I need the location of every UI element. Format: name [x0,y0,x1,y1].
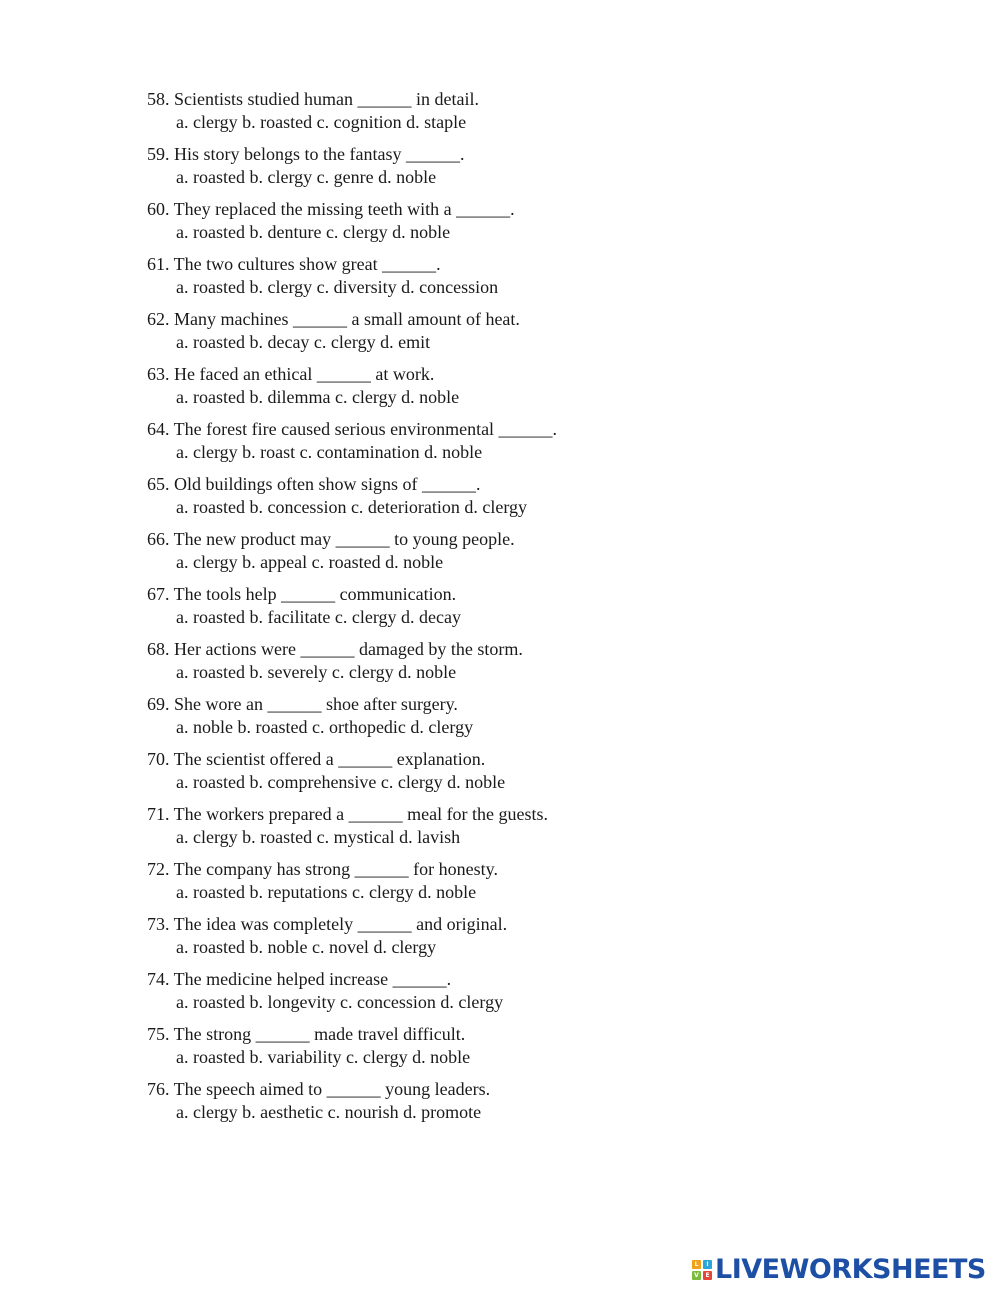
answer-options: a. roasted b. noble c. novel d. clergy [176,937,437,957]
answer-options: a. roasted b. variability c. clergy d. noble [176,1047,471,1067]
question-stem: 67. The tools help ______ communication. [147,584,457,604]
liveworksheets-logo[interactable] [692,1255,986,1285]
question-stem: 70. The scientist offered a ______ explanation. [147,749,486,769]
question-70 [147,748,947,803]
answer-options: a. roasted b. comprehensive c. clergy d. noble [176,772,506,792]
question-75 [147,1023,947,1078]
question-61 [147,253,947,308]
answer-options: a. roasted b. facilitate c. clergy d. decay [176,607,462,627]
question-stem: 64. The forest fire caused serious environmental ______. [147,419,558,439]
answer-options: a. roasted b. severely c. clergy d. noble [176,662,457,682]
question-63 [147,363,947,418]
question-stem: 68. Her actions were ______ damaged by the storm. [147,639,523,659]
question-64 [147,418,947,473]
answer-options: a. roasted b. clergy c. genre d. noble [176,167,437,187]
question-stem: 71. The workers prepared a ______ meal for the guests. [147,804,549,824]
question-stem: 61. The two cultures show great ______. [147,254,441,274]
answer-options: a. roasted b. denture c. clergy d. noble [176,222,451,242]
question-stem: 60. They replaced the missing teeth with a ______. [147,199,515,219]
question-stem: 58. Scientists studied human ______ in detail. [147,89,479,109]
question-stem: 63. He faced an ethical ______ at work. [147,364,435,384]
question-stem: 69. She wore an ______ shoe after surgery. [147,694,458,714]
question-69 [147,693,947,748]
question-stem: 74. The medicine helped increase ______. [147,969,452,989]
question-67 [147,583,947,638]
question-68 [147,638,947,693]
question-59 [147,143,947,198]
answer-options: a. roasted b. decay c. clergy d. emit [176,332,431,352]
question-65 [147,473,947,528]
answer-options: a. roasted b. reputations c. clergy d. noble [176,882,477,902]
logo-block-i: I [703,1260,712,1269]
question-73 [147,913,947,968]
logo-block-l: L [692,1260,701,1269]
question-stem: 59. His story belongs to the fantasy ______. [147,144,465,164]
question-stem: 66. The new product may ______ to young people. [147,529,515,549]
question-62 [147,308,947,363]
question-71 [147,803,947,858]
answer-options: a. clergy b. appeal c. roasted d. noble [176,552,444,572]
answer-options: a. roasted b. longevity c. concession d. clergy [176,992,504,1012]
answer-options: a. clergy b. roast c. contamination d. noble [176,442,483,462]
question-stem: 65. Old buildings often show signs of ______. [147,474,481,494]
question-76 [147,1078,947,1133]
question-60 [147,198,947,253]
question-stem: 72. The company has strong ______ for honesty. [147,859,498,879]
logo-blocks-icon [692,1260,712,1280]
question-72 [147,858,947,913]
logo-block-e: E [703,1271,712,1280]
question-stem: 76. The speech aimed to ______ young leaders. [147,1079,491,1099]
question-stem: 73. The idea was completely ______ and original. [147,914,508,934]
answer-options: a. roasted b. dilemma c. clergy d. noble [176,387,460,407]
answer-options: a. noble b. roasted c. orthopedic d. clergy [176,717,474,737]
logo-block-v: V [692,1271,701,1280]
question-stem: 62. Many machines ______ a small amount of heat. [147,309,520,329]
question-58 [147,88,947,143]
worksheet [147,88,947,1133]
answer-options: a. roasted b. concession c. deterioration d. clergy [176,497,528,517]
answer-options: a. clergy b. roasted c. cognition d. staple [176,112,467,132]
question-74 [147,968,947,1023]
question-stem: 75. The strong ______ made travel difficult. [147,1024,466,1044]
logo-text: LIVEWORKSHEETS [715,1254,986,1285]
answer-options: a. roasted b. clergy c. diversity d. concession [176,277,499,297]
answer-options: a. clergy b. roasted c. mystical d. lavish [176,827,461,847]
answer-options: a. clergy b. aesthetic c. nourish d. promote [176,1102,482,1122]
question-66 [147,528,947,583]
